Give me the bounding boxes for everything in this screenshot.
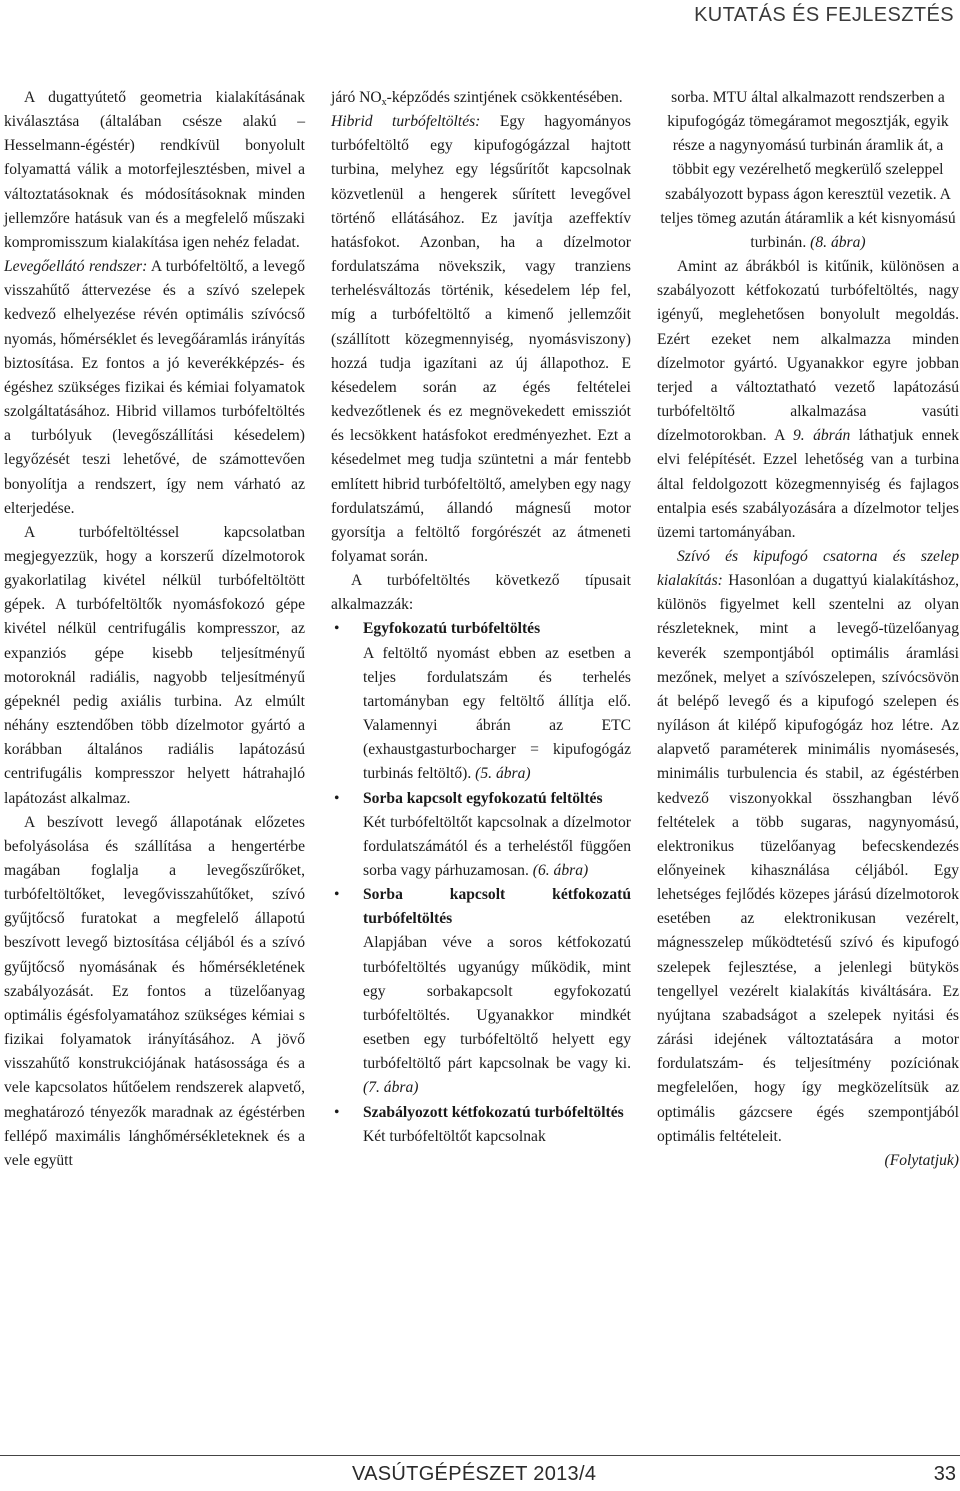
list-item-text: Két turbófeltöltőt kapcsolnak a dízelmotor fordulatszámától és a terheléstől függően sorba vagy párhuzamosan. [363, 813, 631, 879]
paragraph-hybrid-turbo [331, 110, 631, 569]
section-header: KUTATÁS ÉS FEJLESZTÉS [694, 4, 954, 26]
list-item-title: Egyfokozatú turbófeltöltés [363, 620, 541, 638]
continued-label: (Folytatjuk) [884, 1151, 959, 1169]
page-footer [0, 1455, 960, 1486]
paragraph-mtu-system [657, 86, 959, 255]
figure-ref: (6. ábra) [532, 862, 589, 879]
list-item [331, 617, 631, 786]
continued-note [657, 1149, 959, 1173]
turbo-types-list [331, 617, 631, 1148]
paragraph-turbocharging: A turbófeltöltéssel kapcsolatban megjegyezzük, hogy a korszerű dízelmotorok gyakorlatilag kivétel nélkül turbófeltöltött gépek. A turbófeltöltők nyomásfokozó gépe kivétel nélkül centrifugális kompresszor, az expanziós gépe kisebb teljesítményű motoroknál radiális, nagyobb teljesítményű gépeknél pedig axiális turbina. Az elmúlt néhány esztendőben több dízelmotor gyártó a korábban általános radiális lapátozású centrifugális kompresszor helyett hátrahajló lapátozást alkalmaz. [4, 523, 305, 807]
paragraph-mtu-text: sorba. MTU által alkalmazott rendszerben a kipufogógáz tömegáramot megosztják, egyik része a nagynyomású turbinán áramlik át, a többit egy vezérelhető megkerülő szeleppel szabályozott bypass ágon keresztül vezetik. A teljes tömeg azután átáramlik a két kisnyomású turbinán. [660, 89, 956, 251]
list-item-text: A feltöltő nyomást ebben az esetben a teljes fordulatszám és terhelés tartományban egy feltöltő állítja elő. Valamennyi ábrán az ETC (exhaustgasturbocharger = kipufogógáz turbinás feltöltő). [363, 644, 631, 783]
paragraph-intake-exhaust [657, 545, 959, 1149]
nox-text-a: járó NO [331, 89, 382, 106]
list-item-title: Sorba kapcsolt egyfokozatú feltöltés [363, 789, 603, 807]
list-item-title: Szabályozott kétfokozatú turbófeltöltés [363, 1103, 624, 1121]
paragraph-regulated-text-b: láthatjuk ennek elvi felépítését. Ezzel lehetőség van a turbina által feldolgozott közegmennyiség és fajlagos entalpia esés szabályozására a dízelmotor teljes üzemi tartományában. [657, 427, 960, 541]
term-air-supply: Levegőellátó rendszer: [4, 258, 148, 276]
term-intake-exhaust: Szívó és kipufogó csatorna és szelep kialakítás: [657, 547, 959, 590]
figure-ref: (8. ábra) [810, 233, 866, 251]
paragraph-air-supply-text: A turbófeltöltő, a levegő visszahűtő áttervezése és a szívó szelepek kedvező elhelyezése révén optimális szívócső nyomás, hőmérséklet és levegőáramlás irányítás biztosítása. Ez fontos a jó keverékképzés- és égéshez szükséges fizikai és kémiai folyamatok szolgáltatásához. Hibrid villamos turbófeltöltés a turbólyuk (levegőszállítási késedelem) legyőzését teszi lehetővé, de számottevően bonyolítja a rendszert, így nem várható az elterjedése. [4, 258, 306, 517]
list-item-text: Két turbófeltöltőt kapcsolnak [363, 1127, 546, 1145]
text-column-1 [4, 86, 305, 1173]
paragraph-intake-air: A beszívott levegő állapotának előzetes befolyásolása és szállítása a hengertérbe magában foglalja a levegőszűrőket, turbófeltöltőket, levegővisszahűtőket, szívó gyűjtőcső furatokat a megfelelő állapotú beszívott levegő biztosítása céljából és a szívó gyűjtőcső nyomásának és hőmérsékletének szabályozását. Ez fontos a tüzelőanyag optimális égésfolyamatához szükséges kémiai s fizikai folyamatok irányításához. A jövő visszahűtő konstrukciójának hatásossága és a vele kapcsolatos hűtőelem rendszerek alapvető, meghatározó tényezők maradnak az égéstérben fellépő maximális lánghőmérsékleteknek és a vele együtt [4, 813, 305, 1169]
nox-subscript: x [381, 97, 387, 108]
term-hybrid-turbo: Hibrid turbófeltöltés: [331, 113, 481, 131]
paragraph-piston-geometry: A dugattyútető geometria kialakításának kiválasztása (általában csésze alakú – Hesselmann-égéstér) rendkívül bonyolult folyamattá válik a motorfejlesztésben, mivel a változtatásoknak és módosításoknak minden jellemzőre hatásuk van és a megfelelő műszaki kompromisszum kialakítása igen nehéz feladat. [4, 89, 305, 251]
list-item [331, 1101, 631, 1149]
list-item-title: Sorba kapcsolt kétfokozatú turbófeltöltés [363, 886, 631, 928]
figure-ref: (5. ábra) [475, 765, 531, 783]
paragraph-intake-exhaust-text: Hasonlóan a dugattyú kialakításhoz, különös figyelmet kell szentelni az olyan részleteknek, mint a levegő-tüzelőanyag keverék szempontjából optimális áramlási mezőnek, melyet a szívószelepen, szívócsövön át belépő levegő és a kipufogó szelepen és nyíláson át kilépő kipufogógáz hoz létre. Az alapvető paraméterek minimális nyomásesés, minimális turbulencia és stabil, az égéstérben kedvező viszonyokkal összhangban lévő feltételek a több sugaras, nagynyomású, elektronikus tüzelőanyag befecskendezés előnyeinek kihasználása céljából. Egy lehetséges fejlődés közepes járású dízelmotorok esetében az elektronikusan vezérelt, mágnesszelep működtetésű szívó és kipufogó szelepek fejlesztése, a jelenlegi bütykös tengellyel vezérelt kialakítás kiváltására. Ez nyújtana szabadságot a szelepek nyitási és zárási idejének változtatására a motor fordulatszám- és teljesítmény pozíciónak megfelelően, hogy így megközelítsük az optimális gázcsere égés szempontjából optimális feltételeit. [657, 572, 959, 1145]
page-number: 33 [933, 1463, 956, 1485]
text-column-3 [657, 86, 959, 1173]
list-item [331, 787, 631, 884]
paragraph-regulated-text-a: Amint az ábrákból is kitűnik, különösen a szabályozott kétfokozatú turbófeltöltés, nagy igényű, meglehetősen bonyolult megoldás. Ezért ezeket nem alkalmazza minden dízelmotor gyártó. Ugyanakkor egyre jobban terjed a változtatható vezető lapátozású turbófeltöltő alkalmazása vasúti dízelmotorokban. A [657, 258, 959, 445]
paragraph-hybrid-turbo-text: Egy hagyományos turbófeltöltő egy kipufogógázzal hajtott turbina, melyhez egy légsűrítőt kapcsolnak közvetlenül a hengerek sűrített levegővel történő ellátásához. Ez javítja azeffektív hatásfokot. Azonban, ha a dízelmotor fordulatszáma növekszik, vagy tranziens terhelésváltozás történik, késedelem lép fel, míg a turbófeltöltő a kimenő jellemzőit (szállított közegmennyiség, nyomásviszony) hozzá tudja igazítani az új állapothoz. E késedelem során az égés feltételei kedvezőtlenek és ez megnövekedett emissziót és lecsökkent hatásfokot eredményezhet. Ezt a késedelmet meg tudja szüntetni a már fentebb említett hibrid turbófeltöltő, amelyben egy nagy fordulatszámú, állandó mágnesű motor gyorsítja a feltöltő forgórészét az átmeneti folyamat során. [331, 113, 631, 565]
figure-ref: 9. ábrán [792, 427, 851, 445]
text-column-2 [331, 86, 631, 1149]
list-item [331, 883, 631, 1100]
paragraph-air-supply [4, 255, 305, 521]
figure-ref: (7. ábra) [363, 1079, 419, 1097]
nox-text-b: -képződés szintjének csökkentésében. [386, 89, 623, 106]
journal-name: VASÚTGÉPÉSZET 2013/4 [352, 1463, 597, 1485]
list-item-text: Alapjában véve a soros kétfokozatú turbófeltöltés ugyanúgy működik, mint egy sorbakapcsolt egyfokozatú turbófeltöltés. Ugyanakkor mindkét esetben egy turbófeltöltő helyett egy turbófeltöltő párt kapcsolnak be vagy ki. [363, 934, 631, 1073]
paragraph-nox [331, 86, 631, 110]
paragraph-turbo-types: A turbófeltöltés következő típusait alkalmazzák: [331, 572, 631, 614]
paragraph-regulated-two-stage [657, 255, 959, 545]
